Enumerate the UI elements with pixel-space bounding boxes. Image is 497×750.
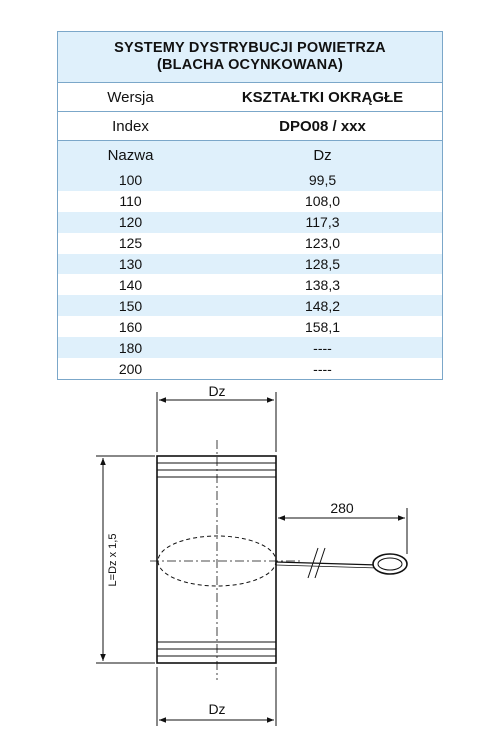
index-label: Index bbox=[112, 117, 149, 135]
row-dz: 117,3 bbox=[305, 214, 340, 231]
row-dz: ---- bbox=[313, 339, 332, 356]
name-label: Nazwa bbox=[107, 147, 154, 164]
table-row bbox=[58, 212, 442, 233]
version-value: KSZTAŁTKI OKRĄGŁE bbox=[241, 88, 404, 106]
row-nazwa: 130 bbox=[118, 256, 143, 273]
handle-rod-lower bbox=[276, 565, 378, 568]
row-nazwa: 150 bbox=[118, 297, 143, 314]
row-nazwa: 140 bbox=[118, 276, 143, 293]
handle-dim-label: 280 bbox=[330, 500, 354, 516]
table-title bbox=[58, 32, 442, 83]
index-row bbox=[58, 112, 442, 141]
spec-table bbox=[57, 31, 443, 380]
name-value: Dz bbox=[313, 147, 332, 164]
row-dz: 128,5 bbox=[304, 256, 341, 273]
table-row bbox=[58, 275, 442, 296]
technical-drawing bbox=[0, 380, 497, 750]
table-row bbox=[58, 170, 442, 191]
table-row bbox=[58, 191, 442, 212]
row-dz: 108,0 bbox=[304, 193, 341, 210]
row-nazwa: 110 bbox=[119, 193, 142, 210]
bottom-dim-label: Dz bbox=[208, 701, 226, 717]
handle-rod bbox=[276, 562, 378, 565]
table-row bbox=[58, 233, 442, 254]
row-nazwa: 160 bbox=[118, 318, 143, 335]
row-dz: 158,1 bbox=[304, 318, 341, 335]
name-header-row bbox=[58, 141, 442, 170]
row-dz: 138,3 bbox=[304, 276, 341, 293]
table-row bbox=[58, 337, 442, 358]
row-dz: 99,5 bbox=[308, 172, 337, 189]
row-dz: ---- bbox=[313, 360, 332, 377]
table-row bbox=[58, 316, 442, 337]
length-label: L=Dz x 1,5 bbox=[107, 533, 119, 587]
row-nazwa: 120 bbox=[118, 214, 143, 231]
row-nazwa: 100 bbox=[118, 172, 143, 189]
table-row bbox=[58, 295, 442, 316]
table-title-line1: SYSTEMY DYSTRYBUCJI POWIETRZA bbox=[114, 40, 386, 56]
version-label: Wersja bbox=[107, 88, 154, 106]
row-dz: 148,2 bbox=[304, 297, 341, 314]
version-row bbox=[58, 83, 442, 112]
row-nazwa: 200 bbox=[118, 360, 143, 377]
row-nazwa: 180 bbox=[118, 339, 143, 356]
table-title-line2: (BLACHA OCYNKOWANA) bbox=[156, 57, 344, 73]
table-row bbox=[58, 254, 442, 275]
row-nazwa: 125 bbox=[118, 235, 143, 252]
index-value: DPO08 / xxx bbox=[279, 117, 366, 135]
table-row bbox=[58, 358, 442, 379]
row-dz: 123,0 bbox=[304, 235, 341, 252]
duct-body bbox=[157, 456, 276, 663]
top-dim-label: Dz bbox=[208, 383, 226, 399]
